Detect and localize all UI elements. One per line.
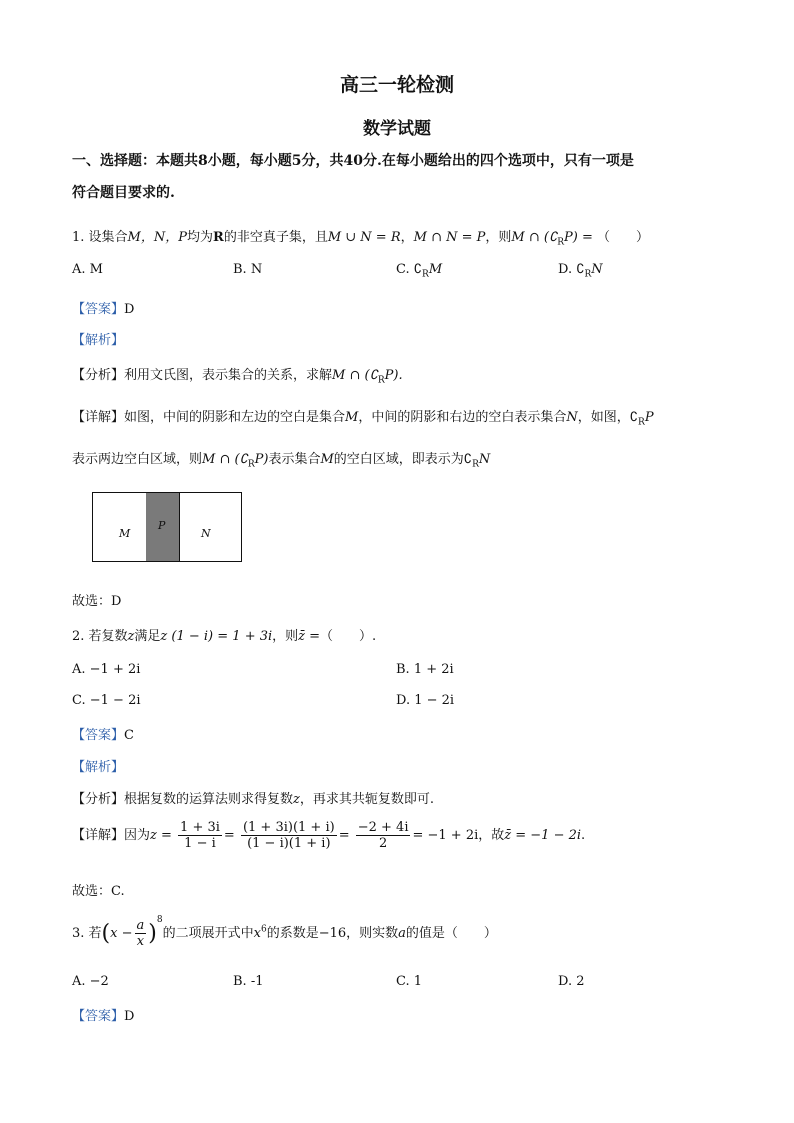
q1-set-r: R <box>213 230 224 245</box>
q2-f1-den: 1 − i <box>184 836 216 851</box>
venn-label-n: N <box>201 527 211 540</box>
q3-a: a <box>398 926 406 941</box>
q2-detail-a: 因为 <box>124 828 151 843</box>
q1-blank: （ ） <box>596 230 649 245</box>
q2-f2-den: (1 − i)(1 + i) <box>247 836 331 851</box>
choice-tag: 故选： <box>72 594 112 609</box>
q1-analysis-tag <box>72 329 124 348</box>
q1-detail-line1 <box>72 406 654 428</box>
q3-stem <box>72 914 497 949</box>
q1-choice <box>72 590 121 609</box>
q1-detail1-cp: ∁ <box>629 410 639 425</box>
q1-detail1-p: P <box>644 410 654 425</box>
q1-detail2-sub2: R <box>472 459 479 470</box>
q1-detail1-m: M <box>345 410 359 425</box>
q2-stem-c: ，则 <box>272 629 299 644</box>
q3-option-a: A. −2 <box>72 974 109 989</box>
page-title: 高三一轮检测 <box>339 74 454 96</box>
q1-stem-vars: M，N，P <box>127 230 187 245</box>
q1-expr: M ∩ (∁ <box>511 230 558 245</box>
q3-stem-e: 的值是（ ） <box>405 926 497 941</box>
q1-option-c-text: C. ∁ <box>396 262 423 277</box>
q2-fenxi-text: 根据复数的运算法则求得复数 <box>124 792 294 807</box>
q1-detail2-cp: ∁ <box>463 452 473 467</box>
xiangjie-tag: 【详解】 <box>72 410 125 425</box>
q2-result: = −1 + 2i <box>412 828 479 843</box>
q1-option-d <box>558 262 603 280</box>
q1-stem-c: 的非空真子集，且 <box>223 230 328 245</box>
q2-fraction-3 <box>356 820 411 851</box>
q1-option-d-text: D. ∁ <box>558 262 585 277</box>
q2-fenxi-z: z <box>293 792 300 807</box>
section-heading-line1: 一、选择题：本题共8小题，每小题5分，共40分.在每小题给出的四个选项中，只有一项是 <box>72 153 634 169</box>
q3-stem-d: ，则实数 <box>346 926 399 941</box>
answer-tag: 【答案】 <box>72 1009 125 1024</box>
q1-detail2-a: 表示两边空白区域，则 <box>72 452 203 467</box>
q2-stem-b: 满足 <box>134 629 161 644</box>
section-heading-line2: 符合题目要求的. <box>72 185 175 201</box>
venn-diagram <box>92 492 242 562</box>
q2-choice-value: C. <box>111 884 125 899</box>
q1-option-c <box>396 262 442 280</box>
q2-option-c: C. −1 − 2i <box>72 693 141 708</box>
q2-option-b: B. 1 + 2i <box>396 662 454 677</box>
q1-detail2-n: N <box>478 452 491 467</box>
q3-option-c: C. 1 <box>396 974 423 989</box>
q2-detail <box>72 820 585 851</box>
q3-answer-value: D <box>124 1009 135 1024</box>
q2-fenxi-b: ，再求其共轭复数即可. <box>299 792 435 807</box>
q2-option-d: D. 1 − 2i <box>396 693 455 708</box>
q3-answer <box>72 1005 134 1024</box>
q1-option-d-sub: R <box>584 269 592 280</box>
q1-detail2-c: 的空白区域，即表示为 <box>333 452 464 467</box>
page-subtitle: 数学试题 <box>363 119 431 139</box>
q2-f1-num: 1 + 3i <box>180 820 220 835</box>
q1-answer-value: D <box>124 302 135 317</box>
q3-base-x: x − <box>110 926 133 941</box>
q1-option-b: B. N <box>233 262 263 277</box>
q2-analysis-tag <box>72 756 124 775</box>
q2-f2-num: (1 + 3i)(1 + i) <box>242 820 335 835</box>
q3-x6-exp: 6 <box>260 924 267 935</box>
q2-fraction-2 <box>241 820 337 851</box>
q2-detail-z: z = <box>150 828 172 843</box>
answer-tag: 【答案】 <box>72 728 125 743</box>
q3-stem-a: 3. 若 <box>72 926 102 941</box>
choice-tag: 故选： <box>72 884 112 899</box>
q2-eq: z (1 − i) = 1 + 3i <box>160 629 273 644</box>
q1-fenxi-text: 利用文氏图，表示集合的关系，求解 <box>124 368 333 383</box>
q1-stem-b: 均为 <box>186 230 213 245</box>
q2-zbar: z̄ = <box>298 629 321 644</box>
q1-detail1-sub: R <box>638 417 645 428</box>
q2-stem-a: 2. 若复数 <box>72 629 128 644</box>
q1-answer <box>72 298 134 317</box>
q1-detail2-b: 表示集合 <box>268 452 321 467</box>
q1-stem-a: 1. 设集合 <box>72 230 128 245</box>
answer-tag: 【答案】 <box>72 302 125 317</box>
q1-detail2-m: M <box>320 452 334 467</box>
q2-eq-sign-1: = <box>223 828 235 843</box>
q1-detail1-b: ，中间的阴影和右边的空白表示集合 <box>358 410 567 425</box>
q1-detail2-end: P) <box>254 452 269 467</box>
q3-exponent: 8 <box>156 914 163 925</box>
q2-answer-value: C <box>124 728 134 743</box>
q1-fenxi-sub: R <box>377 375 385 386</box>
q1-sep: ， <box>400 230 414 245</box>
q2-stem <box>72 625 376 644</box>
q1-choice-value: D <box>111 594 122 609</box>
q2-blank: （ ）. <box>320 629 377 644</box>
q3-option-b: B. -1 <box>233 974 264 989</box>
q3-paren-close: ) <box>148 921 157 946</box>
q1-detail-line2 <box>72 448 490 470</box>
q1-option-c-var: M <box>428 262 443 277</box>
q2-period: . <box>581 828 586 843</box>
q1-union: M ∪ N = R <box>327 230 401 245</box>
analysis-tag: 【解析】 <box>72 760 125 775</box>
q2-fenxi <box>72 788 434 807</box>
q1-option-a: A. M <box>72 262 103 277</box>
q1-option-c-sub: R <box>422 269 429 280</box>
q3-fraction <box>135 918 147 949</box>
q2-z: z <box>127 629 135 644</box>
q2-eq-sign-2: = <box>338 828 350 843</box>
q2-f3-num: −2 + 4i <box>357 820 409 835</box>
q2-choice <box>72 880 125 899</box>
q3-option-d: D. 2 <box>558 974 585 989</box>
venn-label-m: M <box>119 527 131 540</box>
q1-stem-d: ，则 <box>485 230 512 245</box>
q1-expr-end: P) = <box>564 230 593 245</box>
q2-option-a: A. −1 + 2i <box>72 662 141 677</box>
q3-stem-c: 的系数是 <box>266 926 319 941</box>
q1-stem <box>72 226 649 248</box>
q2-final: z̄ = −1 − 2i <box>504 828 582 843</box>
q1-fenxi-expr: M ∩ (∁ <box>332 368 378 383</box>
q2-f3-den: 2 <box>378 836 388 851</box>
q3-paren-open: ( <box>101 921 111 946</box>
q1-fenxi-end: P). <box>384 368 403 383</box>
q3-x6: x <box>253 926 261 941</box>
q1-detail1-n: N <box>566 410 578 425</box>
q2-fraction-1 <box>178 820 222 851</box>
q1-expr-sub: R <box>557 237 564 248</box>
q1-inter: M ∩ N = P <box>413 230 486 245</box>
q1-detail1-c: ，如图， <box>577 410 630 425</box>
analysis-tag: 【解析】 <box>72 333 125 348</box>
fenxi-tag: 【分析】 <box>72 368 125 383</box>
q1-detail2-expr: M ∩ (∁ <box>202 452 248 467</box>
q3-coef: −16 <box>318 926 347 941</box>
q1-fenxi <box>72 364 403 386</box>
xiangjie-tag: 【详解】 <box>72 828 125 843</box>
q3-stem-b: 的二项展开式中 <box>162 926 254 941</box>
venn-label-p: P <box>158 519 166 532</box>
q1-option-d-var: N <box>591 262 603 277</box>
q1-detail1-a: 如图，中间的阴影和左边的空白是集合 <box>124 410 346 425</box>
q1-detail2-sub: R <box>247 459 255 470</box>
q3-frac-den: x <box>136 934 145 949</box>
fenxi-tag: 【分析】 <box>72 792 125 807</box>
q2-answer <box>72 724 134 743</box>
q2-detail-b: ，故 <box>478 828 505 843</box>
q3-frac-num: a <box>136 918 145 933</box>
